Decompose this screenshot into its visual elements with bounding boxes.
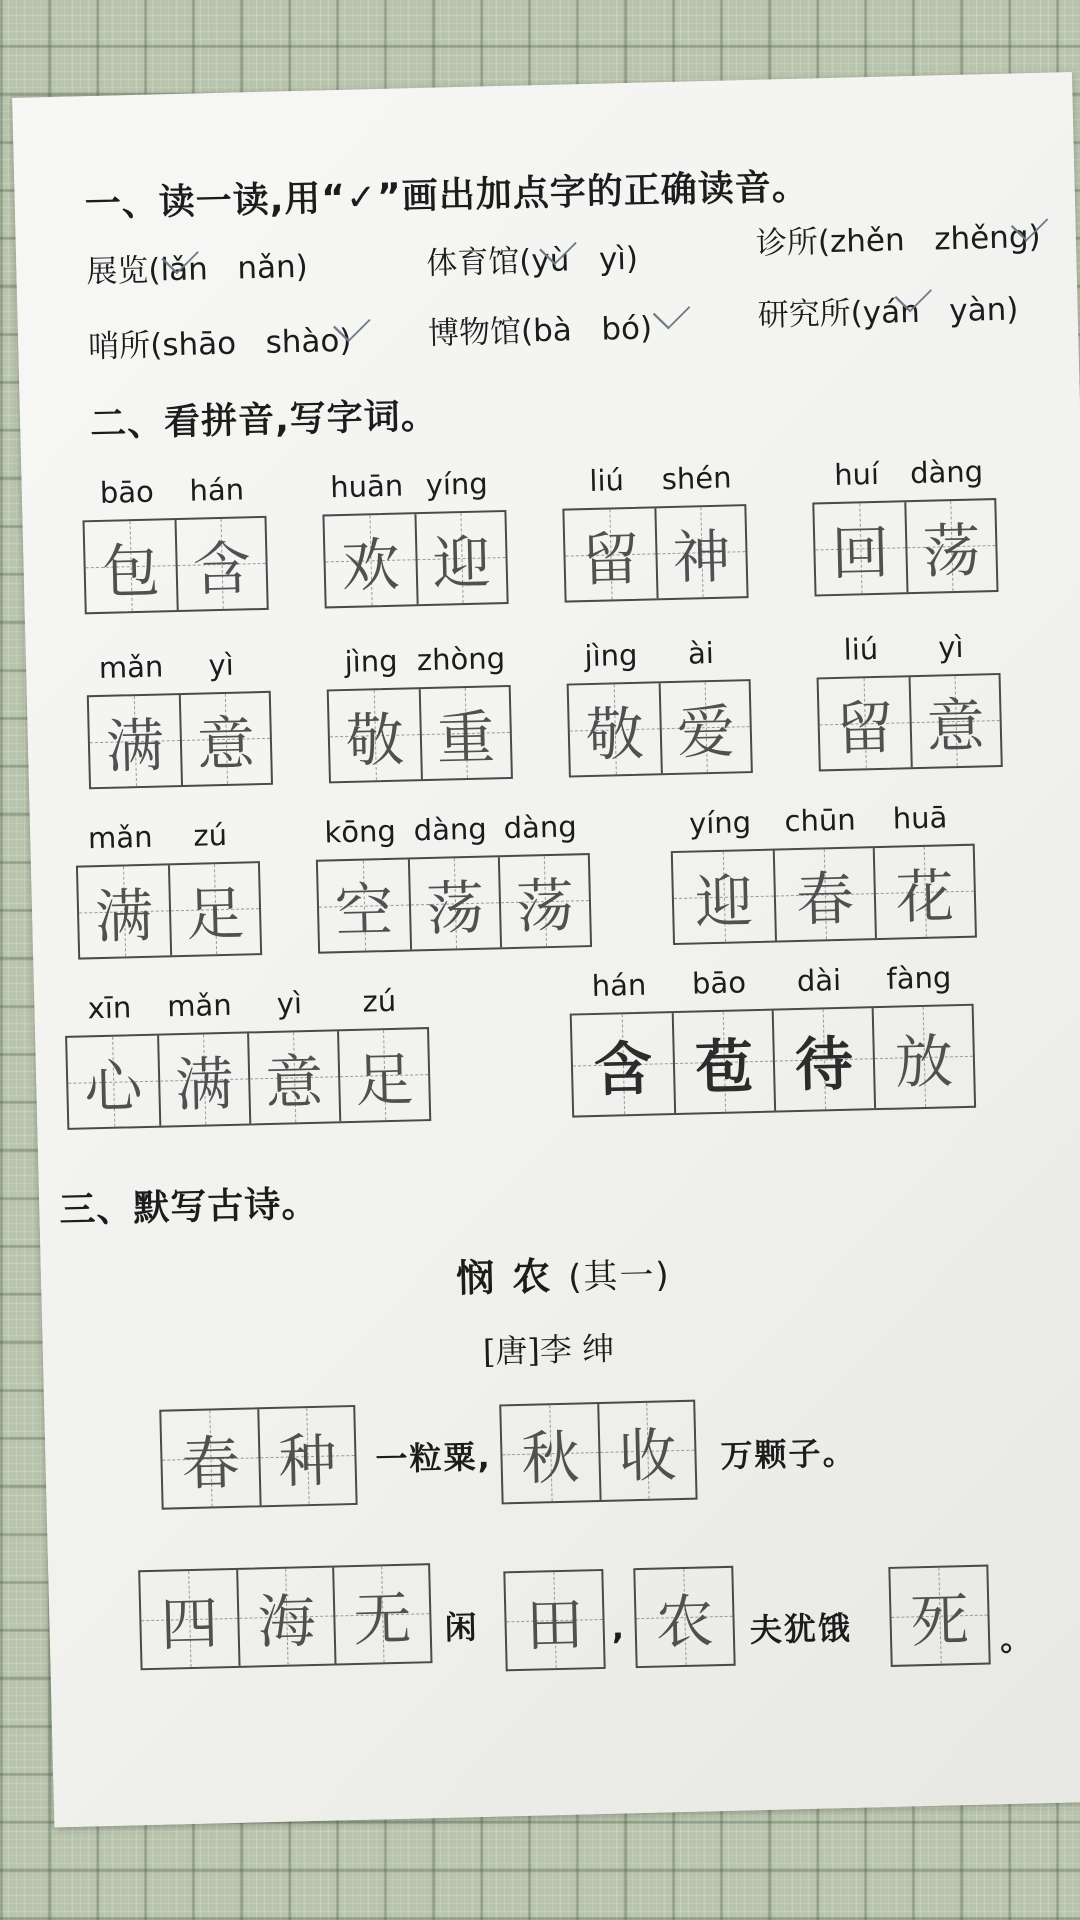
handwritten-char: 神	[671, 522, 732, 592]
pinyin: hán	[591, 967, 647, 1004]
pinyin: mǎn	[98, 649, 164, 685]
handwritten-char: 意	[925, 691, 986, 761]
pinyin: ài	[687, 635, 715, 671]
handwritten-char: 荡	[921, 516, 982, 586]
poem-title	[455, 1242, 671, 1302]
handwritten-char: 留	[580, 524, 641, 595]
section2-heading: 二、看拼音,写字词。	[89, 395, 439, 446]
poem-title-char: 农	[511, 1253, 569, 1300]
reading-word: 研究所	[757, 295, 852, 334]
pinyin: dàng	[909, 454, 984, 491]
handwritten-char: 迎	[431, 528, 492, 598]
pinyin: liú	[843, 631, 879, 667]
handwritten-char: 足	[354, 1045, 415, 1115]
reading-word: 哨所	[87, 327, 151, 366]
reading-option-1[interactable]: bà	[532, 312, 573, 350]
handwritten-char: 含	[191, 534, 252, 604]
poem-text: 闲	[444, 1608, 480, 1647]
reading-option-2[interactable]: zhěng	[933, 219, 1029, 258]
writing-grid[interactable]	[671, 844, 977, 945]
handwritten-char: 迎	[694, 867, 754, 937]
poem-answer-box[interactable]	[138, 1563, 432, 1670]
handwritten-char: 敬	[585, 699, 645, 770]
pinyin: xīn	[87, 990, 132, 1026]
check-mark-icon	[653, 292, 691, 329]
writing-grid[interactable]	[316, 853, 592, 954]
handwritten-char: 春	[795, 864, 855, 935]
reading-option-2[interactable]: yì	[598, 241, 627, 278]
writing-grid[interactable]	[562, 504, 748, 602]
pinyin: mǎn	[166, 987, 232, 1024]
pinyin: huān	[329, 468, 404, 505]
handwritten-char: 空	[334, 875, 394, 946]
pinyin: dài	[796, 962, 842, 999]
pinyin: yì	[937, 629, 964, 665]
poem-text: 万颗子。	[720, 1433, 857, 1476]
pinyin: chūn	[784, 802, 857, 839]
poem-period: 。	[999, 1619, 1035, 1659]
section1-heading: 一、读一读,用“✓”画出加点字的正确读音。	[84, 166, 810, 226]
handwritten-char: 苞	[694, 1032, 754, 1102]
reading-item-1: 展览(lǎn nǎn)	[85, 248, 309, 291]
handwritten-char: 包	[100, 536, 161, 606]
pinyin: shén	[661, 460, 732, 497]
poem-text: 夫犹饿	[749, 1608, 853, 1650]
pinyin: fàng	[886, 960, 952, 996]
handwritten-char: 放	[894, 1027, 954, 1097]
writing-grid[interactable]	[812, 498, 998, 596]
pinyin: dàng	[413, 811, 488, 848]
writing-grid[interactable]	[567, 679, 753, 777]
reading-option-1[interactable]: lǎn	[160, 251, 209, 289]
reading-item-4: 哨所(shāo shào)	[87, 322, 352, 366]
handwritten-char: 足	[185, 879, 245, 949]
handwritten-char: 田	[524, 1590, 585, 1660]
pinyin: yì	[276, 986, 303, 1021]
reading-option-1[interactable]: zhěn	[829, 222, 906, 261]
handwritten-char: 待	[794, 1029, 854, 1100]
handwritten-char: 春	[180, 1428, 241, 1499]
reading-option-2[interactable]: nǎn	[236, 249, 297, 287]
pinyin: bāo	[691, 965, 747, 1001]
reading-option-2[interactable]: yàn	[948, 291, 1007, 330]
handwritten-char: 留	[834, 693, 895, 764]
poem-answer-box[interactable]	[503, 1569, 605, 1671]
pinyin: huā	[892, 800, 948, 836]
handwritten-char: 死	[909, 1586, 970, 1656]
reading-option-2[interactable]: bó	[600, 310, 641, 348]
poem-answer-box[interactable]	[888, 1565, 990, 1667]
handwritten-char: 意	[196, 709, 256, 779]
reading-option-1[interactable]: yán	[862, 293, 921, 332]
pinyin: yì	[208, 647, 235, 683]
poem-answer-box[interactable]	[159, 1405, 357, 1510]
handwritten-char: 荡	[515, 871, 575, 941]
handwritten-char: 敬	[345, 705, 405, 775]
handwritten-char: 含	[593, 1034, 653, 1105]
handwritten-char: 四	[159, 1589, 220, 1659]
poem-author: [唐]李 绅	[482, 1329, 615, 1371]
handwritten-char: 满	[105, 711, 165, 781]
pinyin: mǎn	[87, 819, 153, 856]
poem-answer-box[interactable]	[633, 1566, 735, 1668]
writing-grid[interactable]	[76, 861, 262, 959]
handwritten-char: 无	[352, 1584, 413, 1655]
handwritten-char: 海	[256, 1587, 317, 1657]
reading-option-2[interactable]: shào	[265, 323, 340, 361]
pinyin: zú	[362, 983, 397, 1019]
reading-word: 诊所	[755, 224, 819, 262]
poem-title-char: 悯	[455, 1255, 513, 1301]
handwritten-char: 满	[174, 1049, 235, 1120]
pinyin: jìng	[584, 637, 638, 674]
reading-word: 展览	[85, 252, 149, 291]
pinyin: kōng	[324, 813, 397, 850]
reading-word: 博物馆	[427, 313, 522, 352]
handwritten-char: 满	[94, 881, 155, 952]
poem-answer-box[interactable]	[499, 1400, 697, 1505]
handwritten-char: 收	[617, 1421, 678, 1491]
pinyin: zú	[193, 817, 228, 853]
section3-heading: 三、默写古诗。	[58, 1183, 319, 1232]
reading-word: 体育馆	[425, 243, 520, 282]
pinyin: zhòng	[416, 641, 506, 678]
reading-item-6: 研究所(yán yàn)	[757, 291, 1019, 334]
handwritten-char: 爱	[676, 697, 736, 767]
writing-grid[interactable]	[322, 510, 508, 608]
pinyin: jìng	[344, 643, 398, 679]
writing-grid[interactable]	[817, 673, 1003, 771]
pinyin: bāo	[99, 474, 155, 510]
writing-grid[interactable]	[327, 685, 513, 783]
handwritten-char: 花	[895, 862, 955, 932]
handwritten-char: 农	[654, 1587, 715, 1657]
pinyin: yíng	[688, 805, 752, 841]
pinyin: hán	[189, 472, 245, 508]
reading-option-1[interactable]: shāo	[161, 325, 237, 364]
handwritten-char: 秋	[520, 1423, 581, 1493]
handwritten-char: 荡	[425, 873, 485, 944]
writing-grid[interactable]	[87, 691, 273, 789]
poem-comma: ,	[611, 1608, 627, 1647]
pinyin: liú	[589, 463, 625, 498]
writing-grid[interactable]	[65, 1027, 431, 1130]
pinyin: dàng	[503, 809, 578, 846]
poem-subtitle: (其一)	[567, 1255, 672, 1298]
writing-grid[interactable]	[570, 1004, 976, 1118]
pinyin: huí	[833, 456, 880, 492]
handwritten-char: 种	[277, 1426, 338, 1496]
handwritten-char: 重	[436, 703, 496, 773]
reading-item-5: 博物馆(bà bó)	[427, 310, 653, 352]
worksheet-paper	[12, 72, 1080, 1827]
reading-item-3: 诊所(zhěn zhěng)	[755, 218, 1042, 262]
pinyin: yíng	[425, 466, 489, 502]
handwritten-char: 意	[264, 1047, 325, 1118]
writing-grid[interactable]	[82, 516, 268, 614]
reading-option-1[interactable]: yù	[530, 242, 570, 280]
poem-text: 一粒粟,	[375, 1437, 493, 1479]
handwritten-char: 心	[83, 1052, 144, 1122]
handwritten-char: 欢	[340, 530, 401, 601]
handwritten-char: 回	[830, 518, 891, 589]
reading-item-2: 体育馆(yù yì)	[425, 240, 639, 282]
